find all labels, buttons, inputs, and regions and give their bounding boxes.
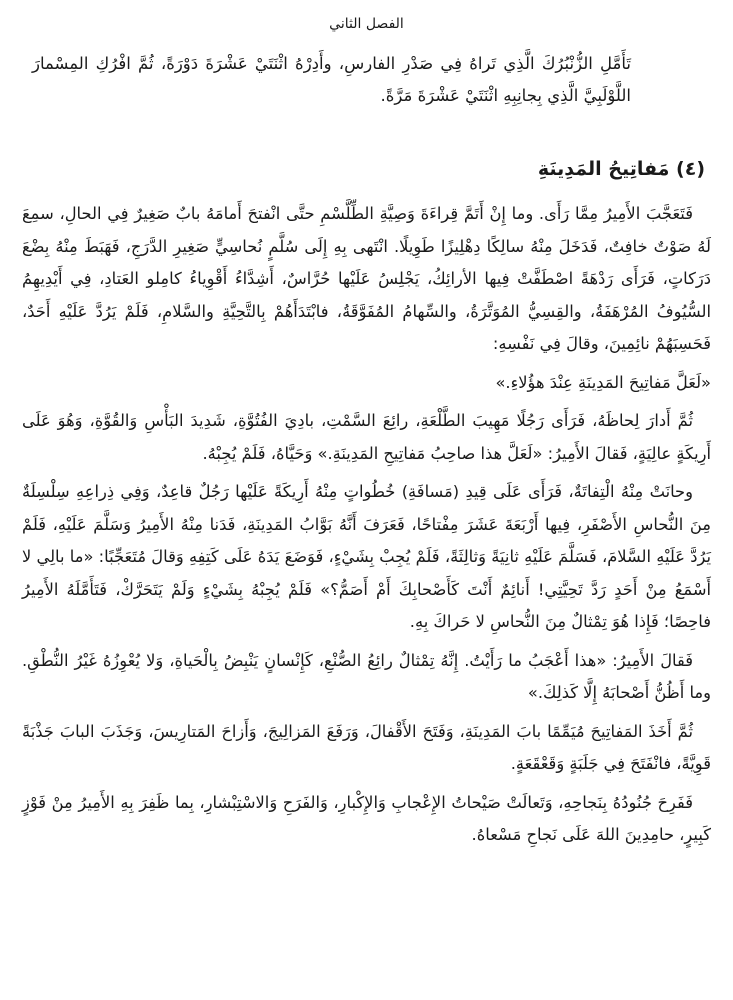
body-paragraph: ثُمَّ أَخَذَ المَفاتِيحَ مُيَمِّمًا بابَ المَدِينَةِ، وَفَتَحَ الأَقْفالَ، وَرَفَعَ المَزالِيجَ، وَأَزاحَ المَتارِيسَ، وَجَذَبَ البابَ جَذْبَةً قَوِيَّةً، فانْفَتَحَ فِي جَلَبَةٍ وَقَعْقَعَةٍ. (22, 721, 711, 773)
body-paragraph: ثُمَّ أَدارَ لِحاظَهُ، فَرَأَى رَجُلًا مَهِيبَ الطَّلْعَةِ، رائِعَ السَّمْتِ، بادِيَ الفُتُوَّةِ، شَدِيدَ البَأْسِ وَالقُوَّةِ، وَهُوَ عَلَى أَرِيكَةٍ عالِيَةٍ، فَقالَ الأَمِيرُ: «لَعَلَّ هذا صاحِبُ مَفاتِيحِ المَدِينَةِ.» وَحَيَّاهُ، فَلَمْ يُجِبْهُ. (22, 411, 711, 463)
body-paragraph: وحانَتْ مِنْهُ الْتِفاتَةٌ، فَرَأَى عَلَى قِيدِ (مَسافَةِ) خُطُواتٍ مِنْهُ أَرِيكَةً عَلَيْها رَجُلٌ قاعِدٌ، وَفِي ذِراعِهِ سِلْسِلَةٌ مِنَ النُّحاسِ الأَصْفَرِ، فِيها أَرْبَعَةَ عَشَرَ مِفْتاحًا، فَعَرَفَ أَنَّهُ بَوَّابُ المَدِينَةِ، فَدَنا مِنْهُ الأَمِيرُ وَسَلَّمَ عَلَيْهِ، فَلَمْ يَرُدَّ عَلَيْهِ السَّلامَ، فَسَلَّمَ عَلَيْهِ ثانِيَةً وَثالِثَةً، فَلَمْ يُجِبْ بِشَيْءٍ، فَوَضَعَ يَدَهُ عَلَى كَتِفِهِ وَقالَ مُتَعَجِّبًا: «ما بالِي لا أَسْمَعُ مِنْ أَحَدٍ رَدَّ تَحِيَّتِي! أَنائِمٌ أَنْتَ كَأَصْحابِكَ أَمْ أَصَمُّ؟» فَلَمْ يُجِبْهُ بِشَيْءٍ وَلَمْ يَتَحَرَّكْ، فَتَأَمَّلَهُ الأَمِيرُ فاحِصًا؛ فَإِذا هُوَ تِمْثالٌ مِنَ النُّحاسِ لا حَراكَ بِهِ. (22, 482, 711, 631)
body-paragraph: فَقالَ الأَمِيرُ: «هذا أَعْجَبُ ما رَأَيْتُ. إِنَّهُ تِمْثالٌ رائِعُ الصُّنْعِ، كَإِنْسانٍ يَنْبِضُ بِالْحَياةِ، وَلا يُعْوِزُهُ غَيْرُ النُّطْقِ. وما أَظُنُّ أَصْحابَهُ إِلَّا كَذلِكَ.» (22, 650, 711, 702)
chapter-header: الفصل الثاني (329, 16, 404, 32)
body-paragraph: فَفَرِحَ جُنُودُهُ بِنَجاحِهِ، وَتَعالَتْ صَيْحاتُ الإِعْجابِ وَالإِكْبارِ، وَالفَرَحِ وَالاسْتِبْشارِ، بِما ظَفِرَ بِهِ الأَمِيرُ مِنْ فَوْزٍ كَبِيرٍ، حامِدِينَ اللهَ عَلَى نَجاحِ مَسْعاهُ. (22, 792, 711, 844)
intro-paragraph: تَأَمَّلِ الزُّنْبُرُكَ الَّذِي تَراهُ فِي صَدْرِ الفارسِ، وأَدِرْهُ اثْنَتَيْ عَشْرَةَ دَوْرَةً، ثُمَّ افْرُكِ المِسْمارَ اللَّوْلَبِيَّ الَّذِي بِجانِبِهِ اثْنَتَيْ عَشْرَةَ مَرَّةً. (32, 54, 631, 105)
body-paragraph: فَتَعَجَّبَ الأَمِيرُ مِمَّا رَأَى. وما إِنْ أَتَمَّ قِراءَةَ وَصِيَّةِ الطِّلَّسْمِ حتَّى انْفتحَ أَمامَهُ بابٌ صَغِيرٌ فِي الحالِ، سمِعَ لَهُ صَوْتٌ خافِتٌ، فَدَخَلَ مِنْهُ سالِكًا دِهْلِيزًا طَوِيلًا. انْتَهى بِهِ إِلَى سُلَّمٍ نُحاسِيٍّ صَغِيرِ الدَّرَجِ، فَهَبَطَ مِنْهُ بِضْعَ دَرَكاتٍ، فَرَأَى رَدْهَةً اصْطَفَّتْ فِيها الأرائِكُ، يَجْلِسُ عَلَيْها حُرَّاسٌ، أَشِدَّاءُ أَقْوِياءُ كامِلو العَتادِ، فِي أَيْدِيهِمُ السُّيُوفُ المُرْهَفَةُ، والقِسِيُّ المُوَتَّرَةُ، والسِّهامُ المُفَوَّقَةُ، فابْتَدَأَهُمْ بِالتَّحِيَّةِ والسَّلامِ، فَلَمْ يَرُدَّ عَلَيْهِ أَحَدٌ، فَحَسِبَهُمْ نائِمِينَ، وقالَ فِي نَفْسِهِ: (22, 204, 711, 353)
section-title: (٤) مَفاتِيحُ المَدِينَةِ (537, 158, 705, 180)
quote-paragraph: «لَعَلَّ مَفاتِيحَ المَدِينَةِ عِنْدَ هؤُلاءِ.» (495, 372, 711, 392)
